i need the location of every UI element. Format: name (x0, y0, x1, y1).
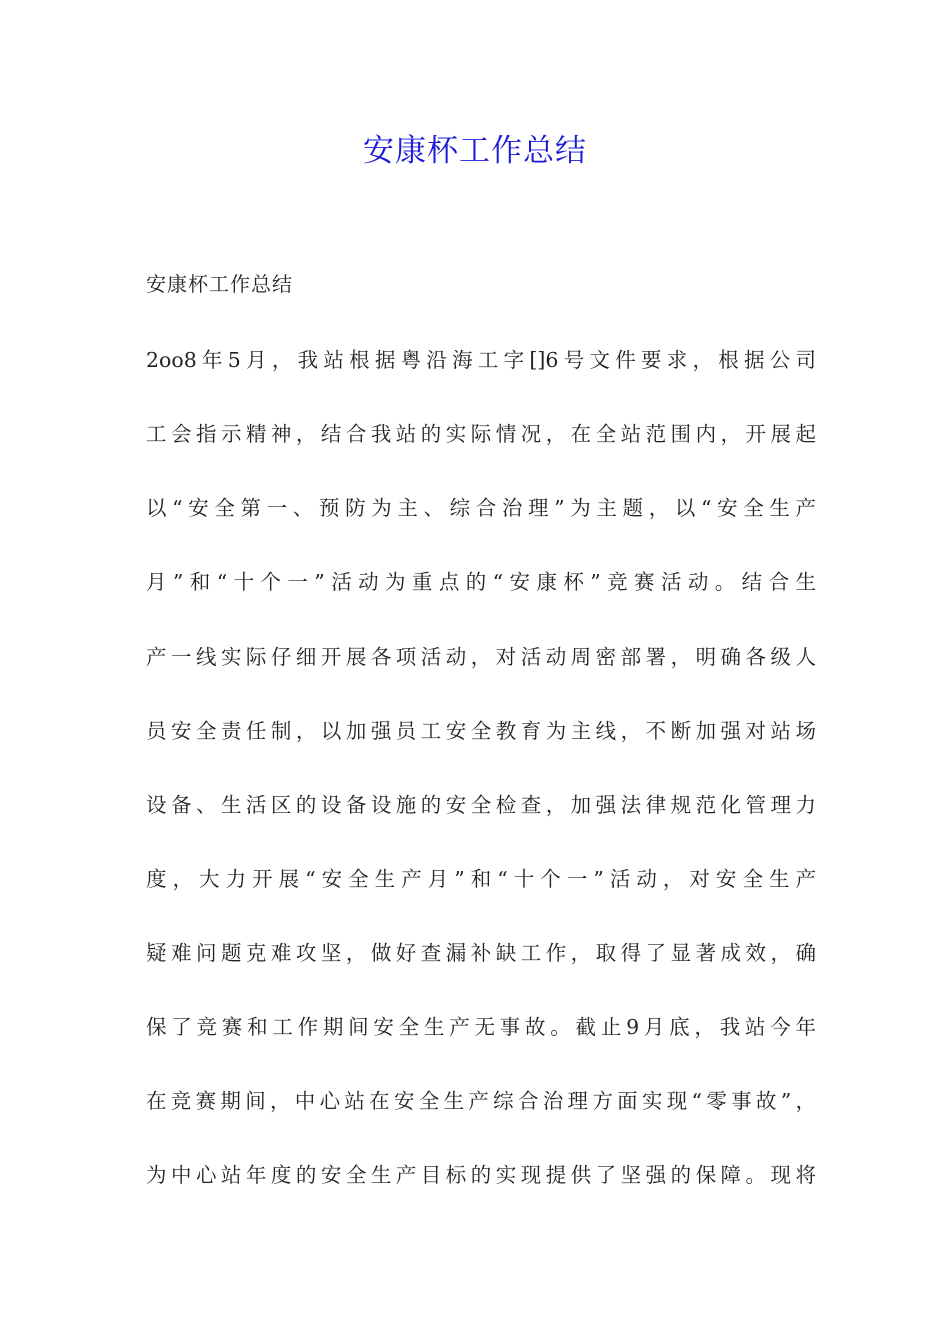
body-line: 2oo8年5月，我站根据粤沿海工字[]6号文件要求，根据公司 (146, 348, 816, 372)
body-line: 员安全责任制，以加强员工安全教育为主线，不断加强对站场 (146, 719, 816, 743)
body-line: 工会指示精神，结合我站的实际情况，在全站范围内，开展起 (146, 422, 816, 446)
body-line: 设备、生活区的设备设施的安全检查，加强法律规范化管理力 (146, 793, 816, 817)
body-line: 产一线实际仔细开展各项活动，对活动周密部署，明确各级人 (146, 645, 816, 669)
body-line: 在竞赛期间，中心站在安全生产综合治理方面实现“零事故”， (146, 1089, 816, 1113)
body-line: 度，大力开展“安全生产月”和“十个一”活动，对安全生产 (146, 867, 816, 891)
body-line: 疑难问题克难攻坚，做好查漏补缺工作，取得了显著成效，确 (146, 941, 816, 965)
document-subtitle: 安康杯工作总结 (146, 272, 293, 296)
body-line: 保了竞赛和工作期间安全生产无事故。截止9月底，我站今年 (146, 1015, 816, 1039)
document-title: 安康杯工作总结 (363, 133, 587, 169)
body-line: 月”和“十个一”活动为重点的“安康杯”竞赛活动。结合生 (146, 570, 816, 594)
body-line: 以“安全第一、预防为主、综合治理”为主题，以“安全生产 (146, 496, 816, 520)
body-line: 为中心站年度的安全生产目标的实现提供了坚强的保障。现将 (146, 1163, 816, 1187)
